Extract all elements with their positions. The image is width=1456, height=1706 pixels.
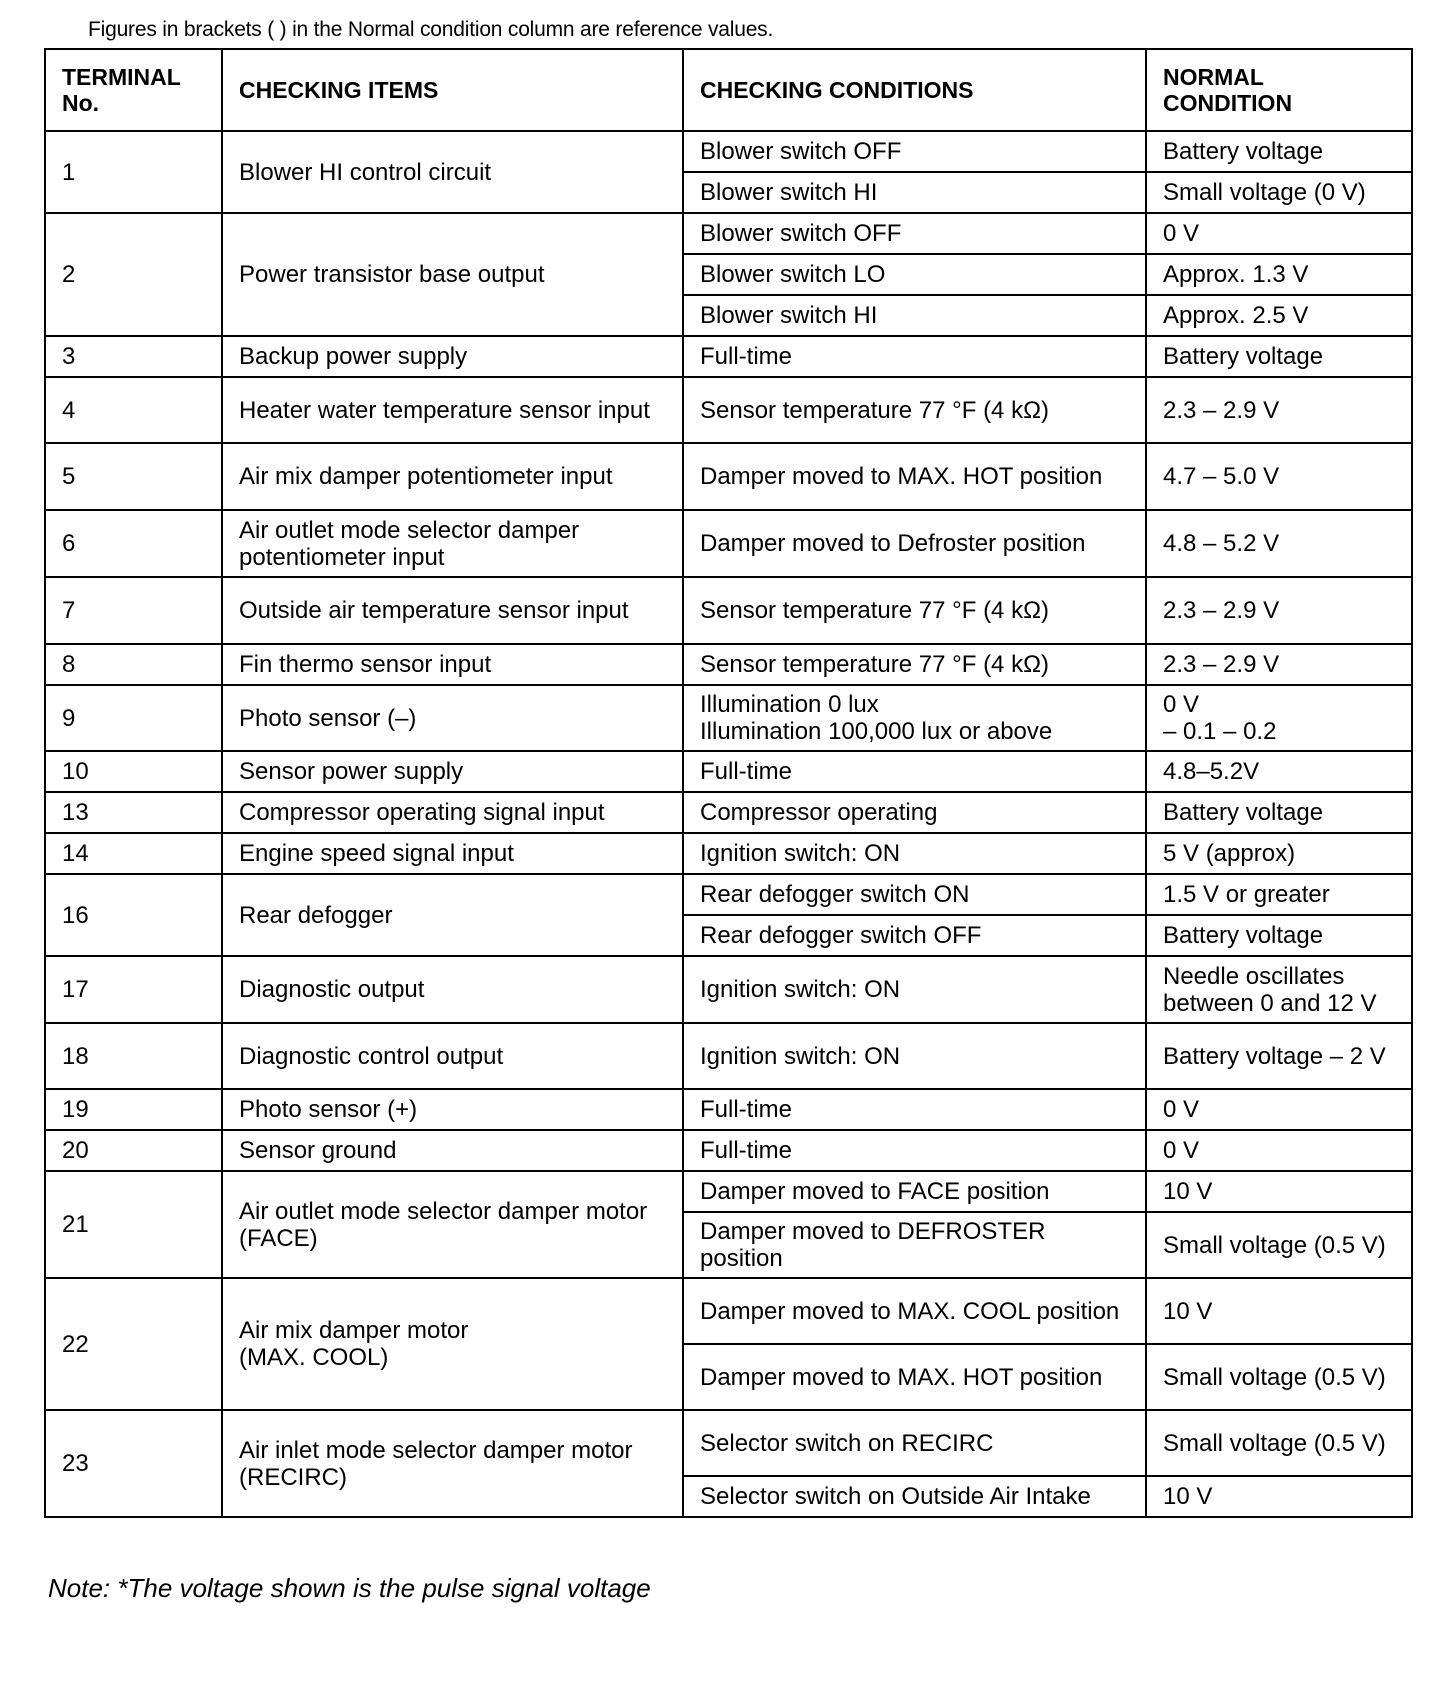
table-row (45, 443, 1412, 510)
normal-condition: Battery voltage – 2 V (1146, 1023, 1412, 1089)
table-row (45, 751, 1412, 792)
table-row (45, 131, 1412, 172)
checking-condition: Ignition switch: ON (683, 833, 1146, 874)
normal-condition: Battery voltage (1146, 131, 1412, 172)
checking-item: Photo sensor (–) (222, 685, 683, 751)
table-row (45, 1023, 1412, 1089)
table-row (45, 1171, 1412, 1212)
terminal-number: 10 (45, 751, 222, 792)
checking-item: Photo sensor (+) (222, 1089, 683, 1130)
normal-condition: Small voltage (0.5 V) (1146, 1344, 1412, 1410)
checking-item: Backup power supply (222, 336, 683, 377)
terminal-number: 17 (45, 956, 222, 1023)
terminal-number: 1 (45, 131, 222, 213)
checking-condition: Selector switch on RECIRC (683, 1410, 1146, 1476)
col-header-checking-items: CHECKING ITEMS (222, 49, 683, 131)
reference-values-note: Figures in brackets ( ) in the Normal condition column are reference values. (88, 18, 774, 41)
terminal-number: 16 (45, 874, 222, 956)
pulse-signal-note: Note: *The voltage shown is the pulse signal voltage (48, 1573, 651, 1603)
normal-condition: Needle oscillates between 0 and 12 V (1146, 956, 1412, 1023)
checking-item: Air outlet mode selector damper motor (FACE) (222, 1171, 683, 1278)
checking-condition: Ignition switch: ON (683, 956, 1146, 1023)
checking-condition: Damper moved to MAX. HOT position (683, 443, 1146, 510)
terminal-number: 3 (45, 336, 222, 377)
checking-condition: Rear defogger switch ON (683, 874, 1146, 915)
checking-item: Heater water temperature sensor input (222, 377, 683, 443)
table-row (45, 213, 1412, 254)
checking-condition: Damper moved to Defroster position (683, 510, 1146, 577)
checking-condition: Illumination 0 lux Illumination 100,000 lux or above (683, 685, 1146, 751)
table-row (45, 956, 1412, 1023)
normal-condition: 2.3 – 2.9 V (1146, 577, 1412, 644)
checking-condition: Damper moved to MAX. COOL position (683, 1278, 1146, 1344)
checking-item: Power transistor base output (222, 213, 683, 336)
terminal-number: 18 (45, 1023, 222, 1089)
terminal-number: 8 (45, 644, 222, 685)
checking-condition: Blower switch LO (683, 254, 1146, 295)
checking-item: Air inlet mode selector damper motor (RECIRC) (222, 1410, 683, 1517)
checking-condition: Blower switch HI (683, 295, 1146, 336)
checking-item: Diagnostic control output (222, 1023, 683, 1089)
table-row (45, 644, 1412, 685)
normal-condition: 4.8 – 5.2 V (1146, 510, 1412, 577)
checking-item: Sensor power supply (222, 751, 683, 792)
checking-condition: Full-time (683, 1089, 1146, 1130)
checking-condition: Compressor operating (683, 792, 1146, 833)
checking-item: Compressor operating signal input (222, 792, 683, 833)
normal-condition: 0 V (1146, 213, 1412, 254)
normal-condition: 0 V – 0.1 – 0.2 (1146, 685, 1412, 751)
table-row (45, 577, 1412, 644)
terminal-number: 6 (45, 510, 222, 577)
normal-condition: 0 V (1146, 1130, 1412, 1171)
col-header-checking-conditions: CHECKING CONDITIONS (683, 49, 1146, 131)
terminal-number: 19 (45, 1089, 222, 1130)
normal-condition: Approx. 2.5 V (1146, 295, 1412, 336)
terminal-number: 20 (45, 1130, 222, 1171)
normal-condition: 10 V (1146, 1278, 1412, 1344)
checking-condition: Sensor temperature 77 °F (4 kΩ) (683, 377, 1146, 443)
checking-item: Rear defogger (222, 874, 683, 956)
normal-condition: 5 V (approx) (1146, 833, 1412, 874)
checking-condition: Sensor temperature 77 °F (4 kΩ) (683, 577, 1146, 644)
terminal-number: 7 (45, 577, 222, 644)
normal-condition: 10 V (1146, 1171, 1412, 1212)
checking-item: Outside air temperature sensor input (222, 577, 683, 644)
table-row (45, 377, 1412, 443)
checking-item: Engine speed signal input (222, 833, 683, 874)
table-row (45, 1410, 1412, 1476)
normal-condition: 10 V (1146, 1476, 1412, 1517)
checking-condition: Full-time (683, 751, 1146, 792)
terminal-check-table (44, 48, 1413, 1518)
normal-condition: Battery voltage (1146, 336, 1412, 377)
table-header-row (45, 49, 1412, 131)
checking-condition: Full-time (683, 1130, 1146, 1171)
normal-condition: Battery voltage (1146, 915, 1412, 956)
table-row (45, 1089, 1412, 1130)
checking-condition: Blower switch HI (683, 172, 1146, 213)
checking-item: Air mix damper motor (MAX. COOL) (222, 1278, 683, 1410)
normal-condition: Approx. 1.3 V (1146, 254, 1412, 295)
checking-condition: Blower switch OFF (683, 131, 1146, 172)
normal-condition: 2.3 – 2.9 V (1146, 644, 1412, 685)
normal-condition: Small voltage (0 V) (1146, 172, 1412, 213)
table-row (45, 510, 1412, 577)
checking-condition: Damper moved to DEFROSTER position (683, 1212, 1146, 1278)
col-header-terminal: TERMINAL No. (45, 49, 222, 131)
terminal-number: 14 (45, 833, 222, 874)
normal-condition: Small voltage (0.5 V) (1146, 1212, 1412, 1278)
terminal-number: 4 (45, 377, 222, 443)
checking-condition: Damper moved to MAX. HOT position (683, 1344, 1146, 1410)
table-row (45, 1130, 1412, 1171)
normal-condition: 4.7 – 5.0 V (1146, 443, 1412, 510)
table-row (45, 336, 1412, 377)
checking-condition: Sensor temperature 77 °F (4 kΩ) (683, 644, 1146, 685)
terminal-number: 9 (45, 685, 222, 751)
col-header-normal-condition: NORMAL CONDITION (1146, 49, 1412, 131)
normal-condition: Small voltage (0.5 V) (1146, 1410, 1412, 1476)
normal-condition: 4.8–5.2V (1146, 751, 1412, 792)
checking-condition: Rear defogger switch OFF (683, 915, 1146, 956)
checking-item: Blower HI control circuit (222, 131, 683, 213)
normal-condition: 2.3 – 2.9 V (1146, 377, 1412, 443)
checking-condition: Damper moved to FACE position (683, 1171, 1146, 1212)
table-row (45, 1278, 1412, 1344)
table-row (45, 792, 1412, 833)
terminal-number: 13 (45, 792, 222, 833)
checking-condition: Ignition switch: ON (683, 1023, 1146, 1089)
checking-condition: Blower switch OFF (683, 213, 1146, 254)
checking-condition: Full-time (683, 336, 1146, 377)
table-body (45, 131, 1412, 1517)
checking-item: Air mix damper potentiometer input (222, 443, 683, 510)
table-row (45, 685, 1412, 751)
normal-condition: 0 V (1146, 1089, 1412, 1130)
checking-item: Air outlet mode selector damper potentiometer input (222, 510, 683, 577)
terminal-number: 2 (45, 213, 222, 336)
normal-condition: 1.5 V or greater (1146, 874, 1412, 915)
checking-item: Diagnostic output (222, 956, 683, 1023)
checking-item: Sensor ground (222, 1130, 683, 1171)
terminal-number: 5 (45, 443, 222, 510)
terminal-number: 22 (45, 1278, 222, 1410)
normal-condition: Battery voltage (1146, 792, 1412, 833)
table-row (45, 874, 1412, 915)
terminal-number: 23 (45, 1410, 222, 1517)
table-row (45, 833, 1412, 874)
checking-condition: Selector switch on Outside Air Intake (683, 1476, 1146, 1517)
checking-item: Fin thermo sensor input (222, 644, 683, 685)
terminal-number: 21 (45, 1171, 222, 1278)
